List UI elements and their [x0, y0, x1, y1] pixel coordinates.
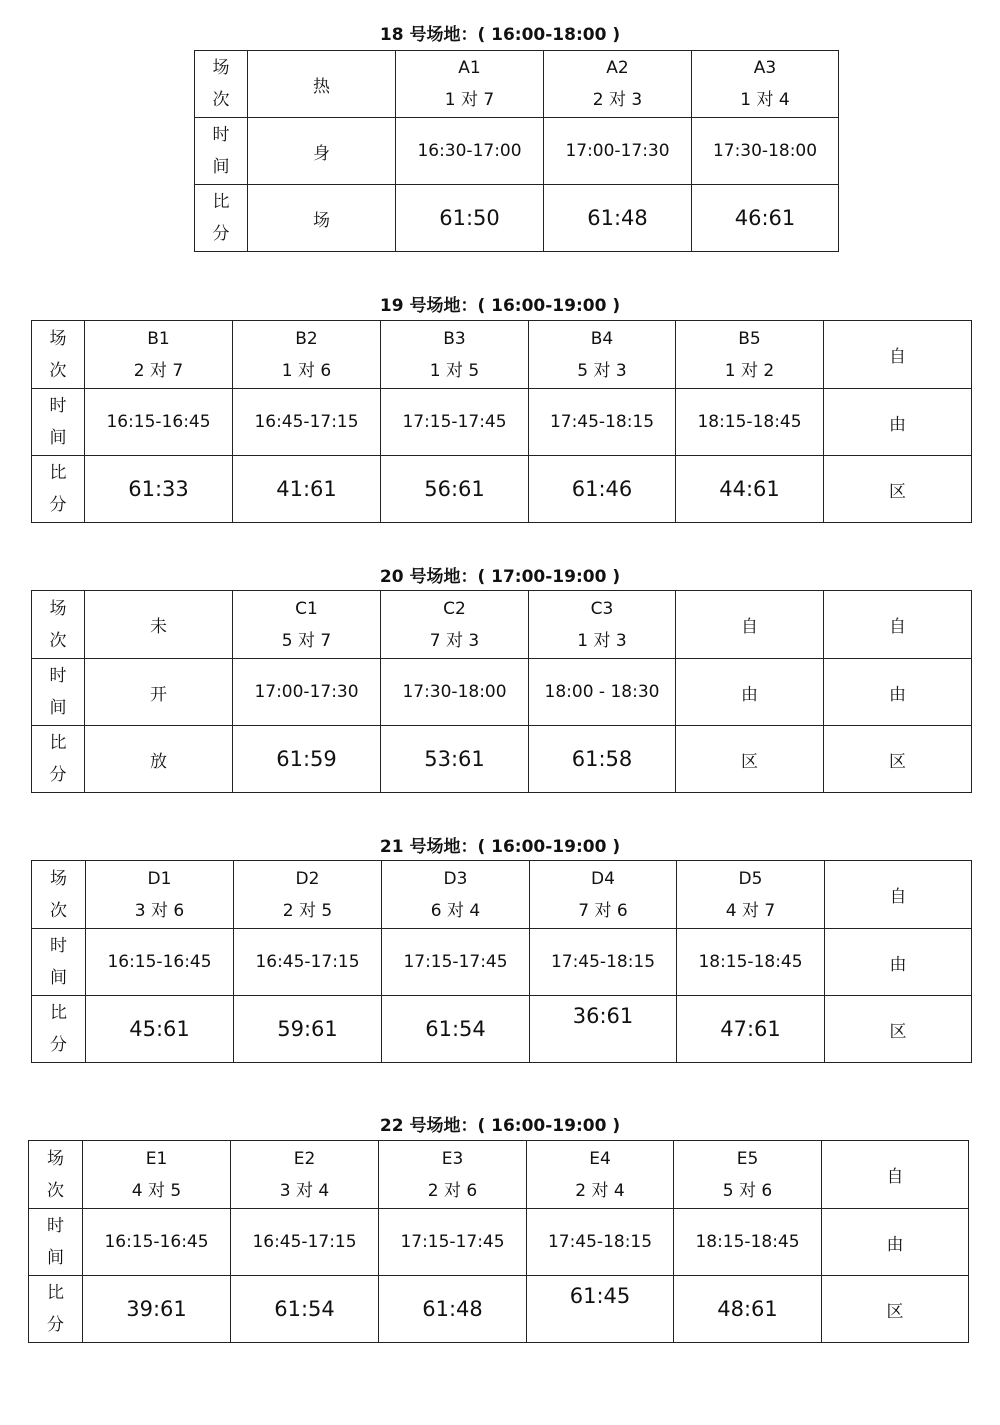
score-cell: 61:46: [529, 456, 676, 523]
score-cell: 47:61: [677, 996, 825, 1063]
match-code-cell: E4 2 对 4: [527, 1141, 674, 1209]
row-label-score: 比 分: [29, 1276, 83, 1343]
row-label-score: 比 分: [195, 185, 248, 252]
time-cell: 16:15-16:45: [85, 389, 233, 456]
court-20-title: 20 号场地：( 17:00-19:00 ): [379, 567, 621, 587]
match-row: [32, 861, 972, 929]
court-21-title: 21 号场地：( 16:00-19:00 ): [379, 837, 621, 857]
time-cell: 18:15-18:45: [676, 389, 824, 456]
score-row: [32, 456, 972, 523]
match-code-cell: B1 2 对 7: [85, 321, 233, 389]
time-cell: 17:15-17:45: [379, 1209, 527, 1276]
row-label-time: 时 间: [32, 659, 85, 726]
time-cell: 17:30-18:00: [692, 118, 839, 185]
time-cell: 18:15-18:45: [674, 1209, 822, 1276]
match-code-cell: A2 2 对 3: [544, 51, 692, 118]
score-row: [32, 726, 972, 793]
match-row: [32, 321, 972, 389]
time-cell: 17:45-18:15: [527, 1209, 674, 1276]
score-cell: 61:45: [527, 1276, 674, 1343]
free-zone-cell: 自: [822, 1141, 969, 1209]
court-18-table: [194, 50, 839, 252]
free-zone-cell: 自: [824, 321, 972, 389]
match-code-cell: D5 4 对 7: [677, 861, 825, 929]
match-row: [29, 1141, 969, 1209]
match-code-cell: B3 1 对 5: [381, 321, 529, 389]
free-zone-cell: 区: [676, 726, 824, 793]
free-zone-cell: 由: [676, 659, 824, 726]
match-code-cell: C1 5 对 7: [233, 591, 381, 659]
closed-cell: 开: [85, 659, 233, 726]
time-row: [32, 659, 972, 726]
score-cell: 61:50: [396, 185, 544, 252]
time-cell: 17:00-17:30: [233, 659, 381, 726]
row-label-time: 时 间: [32, 389, 85, 456]
time-row: [32, 389, 972, 456]
match-code-cell: B4 5 对 3: [529, 321, 676, 389]
closed-cell: 未: [85, 591, 233, 659]
time-cell: 17:15-17:45: [381, 389, 529, 456]
score-cell: 59:61: [234, 996, 382, 1063]
score-cell: 56:61: [381, 456, 529, 523]
court-20-table: [31, 590, 972, 793]
row-label-match: 场 次: [32, 321, 85, 389]
match-code-cell: D3 6 对 4: [382, 861, 530, 929]
score-cell: 61:54: [382, 996, 530, 1063]
free-zone-cell: 区: [822, 1276, 969, 1343]
time-cell: 18:00 - 18:30: [529, 659, 676, 726]
court-18-title: 18 号场地：( 16:00-18:00 ): [379, 25, 621, 45]
time-cell: 16:45-17:15: [234, 929, 382, 996]
match-code-cell: D2 2 对 5: [234, 861, 382, 929]
court-22-table: [28, 1140, 969, 1343]
score-cell: 39:61: [83, 1276, 231, 1343]
row-label-match: 场 次: [195, 51, 248, 118]
match-code-cell: E1 4 对 5: [83, 1141, 231, 1209]
row-label-time: 时 间: [29, 1209, 83, 1276]
match-code-cell: A3 1 对 4: [692, 51, 839, 118]
score-cell: 46:61: [692, 185, 839, 252]
score-cell: 45:61: [86, 996, 234, 1063]
match-row: [195, 51, 839, 118]
closed-cell: 放: [85, 726, 233, 793]
match-code-cell: A1 1 对 7: [396, 51, 544, 118]
free-zone-cell: 由: [822, 1209, 969, 1276]
time-row: [195, 118, 839, 185]
row-label-score: 比 分: [32, 726, 85, 793]
row-label-match: 场 次: [29, 1141, 83, 1209]
time-cell: 16:15-16:45: [86, 929, 234, 996]
match-code-cell: E3 2 对 6: [379, 1141, 527, 1209]
free-zone-cell: 自: [824, 591, 972, 659]
match-code-cell: D1 3 对 6: [86, 861, 234, 929]
score-cell: 48:61: [674, 1276, 822, 1343]
row-label-match: 场 次: [32, 861, 86, 929]
score-cell: 36:61: [530, 996, 677, 1063]
row-label-match: 场 次: [32, 591, 85, 659]
time-cell: 16:45-17:15: [233, 389, 381, 456]
warmup-cell: 场: [248, 185, 396, 252]
score-cell: 61:33: [85, 456, 233, 523]
warmup-cell: 热: [248, 51, 396, 118]
free-zone-cell: 由: [824, 389, 972, 456]
score-cell: 61:48: [379, 1276, 527, 1343]
score-row: [29, 1276, 969, 1343]
match-code-cell: C2 7 对 3: [381, 591, 529, 659]
warmup-cell: 身: [248, 118, 396, 185]
free-zone-cell: 由: [825, 929, 972, 996]
time-row: [29, 1209, 969, 1276]
time-cell: 17:15-17:45: [382, 929, 530, 996]
match-code-cell: B5 1 对 2: [676, 321, 824, 389]
free-zone-cell: 由: [824, 659, 972, 726]
row-label-score: 比 分: [32, 456, 85, 523]
match-code-cell: C3 1 对 3: [529, 591, 676, 659]
match-code-cell: E2 3 对 4: [231, 1141, 379, 1209]
court-21-table: [31, 860, 972, 1063]
score-cell: 61:48: [544, 185, 692, 252]
time-cell: 17:00-17:30: [544, 118, 692, 185]
time-cell: 17:30-18:00: [381, 659, 529, 726]
time-cell: 16:15-16:45: [83, 1209, 231, 1276]
match-code-cell: B2 1 对 6: [233, 321, 381, 389]
free-zone-cell: 区: [824, 726, 972, 793]
free-zone-cell: 自: [676, 591, 824, 659]
court-22-title: 22 号场地：( 16:00-19:00 ): [379, 1116, 621, 1136]
time-row: [32, 929, 972, 996]
time-cell: 18:15-18:45: [677, 929, 825, 996]
court-19-table: [31, 320, 972, 523]
score-cell: 53:61: [381, 726, 529, 793]
score-cell: 61:58: [529, 726, 676, 793]
score-cell: 61:54: [231, 1276, 379, 1343]
free-zone-cell: 自: [825, 861, 972, 929]
free-zone-cell: 区: [824, 456, 972, 523]
score-row: [195, 185, 839, 252]
match-code-cell: E5 5 对 6: [674, 1141, 822, 1209]
score-cell: 41:61: [233, 456, 381, 523]
row-label-time: 时 间: [32, 929, 86, 996]
court-19-title: 19 号场地：( 16:00-19:00 ): [379, 296, 621, 316]
time-cell: 16:30-17:00: [396, 118, 544, 185]
score-row: [32, 996, 972, 1063]
score-cell: 61:59: [233, 726, 381, 793]
time-cell: 17:45-18:15: [530, 929, 677, 996]
match-code-cell: D4 7 对 6: [530, 861, 677, 929]
time-cell: 17:45-18:15: [529, 389, 676, 456]
match-row: [32, 591, 972, 659]
row-label-time: 时 间: [195, 118, 248, 185]
row-label-score: 比 分: [32, 996, 86, 1063]
score-cell: 44:61: [676, 456, 824, 523]
time-cell: 16:45-17:15: [231, 1209, 379, 1276]
free-zone-cell: 区: [825, 996, 972, 1063]
